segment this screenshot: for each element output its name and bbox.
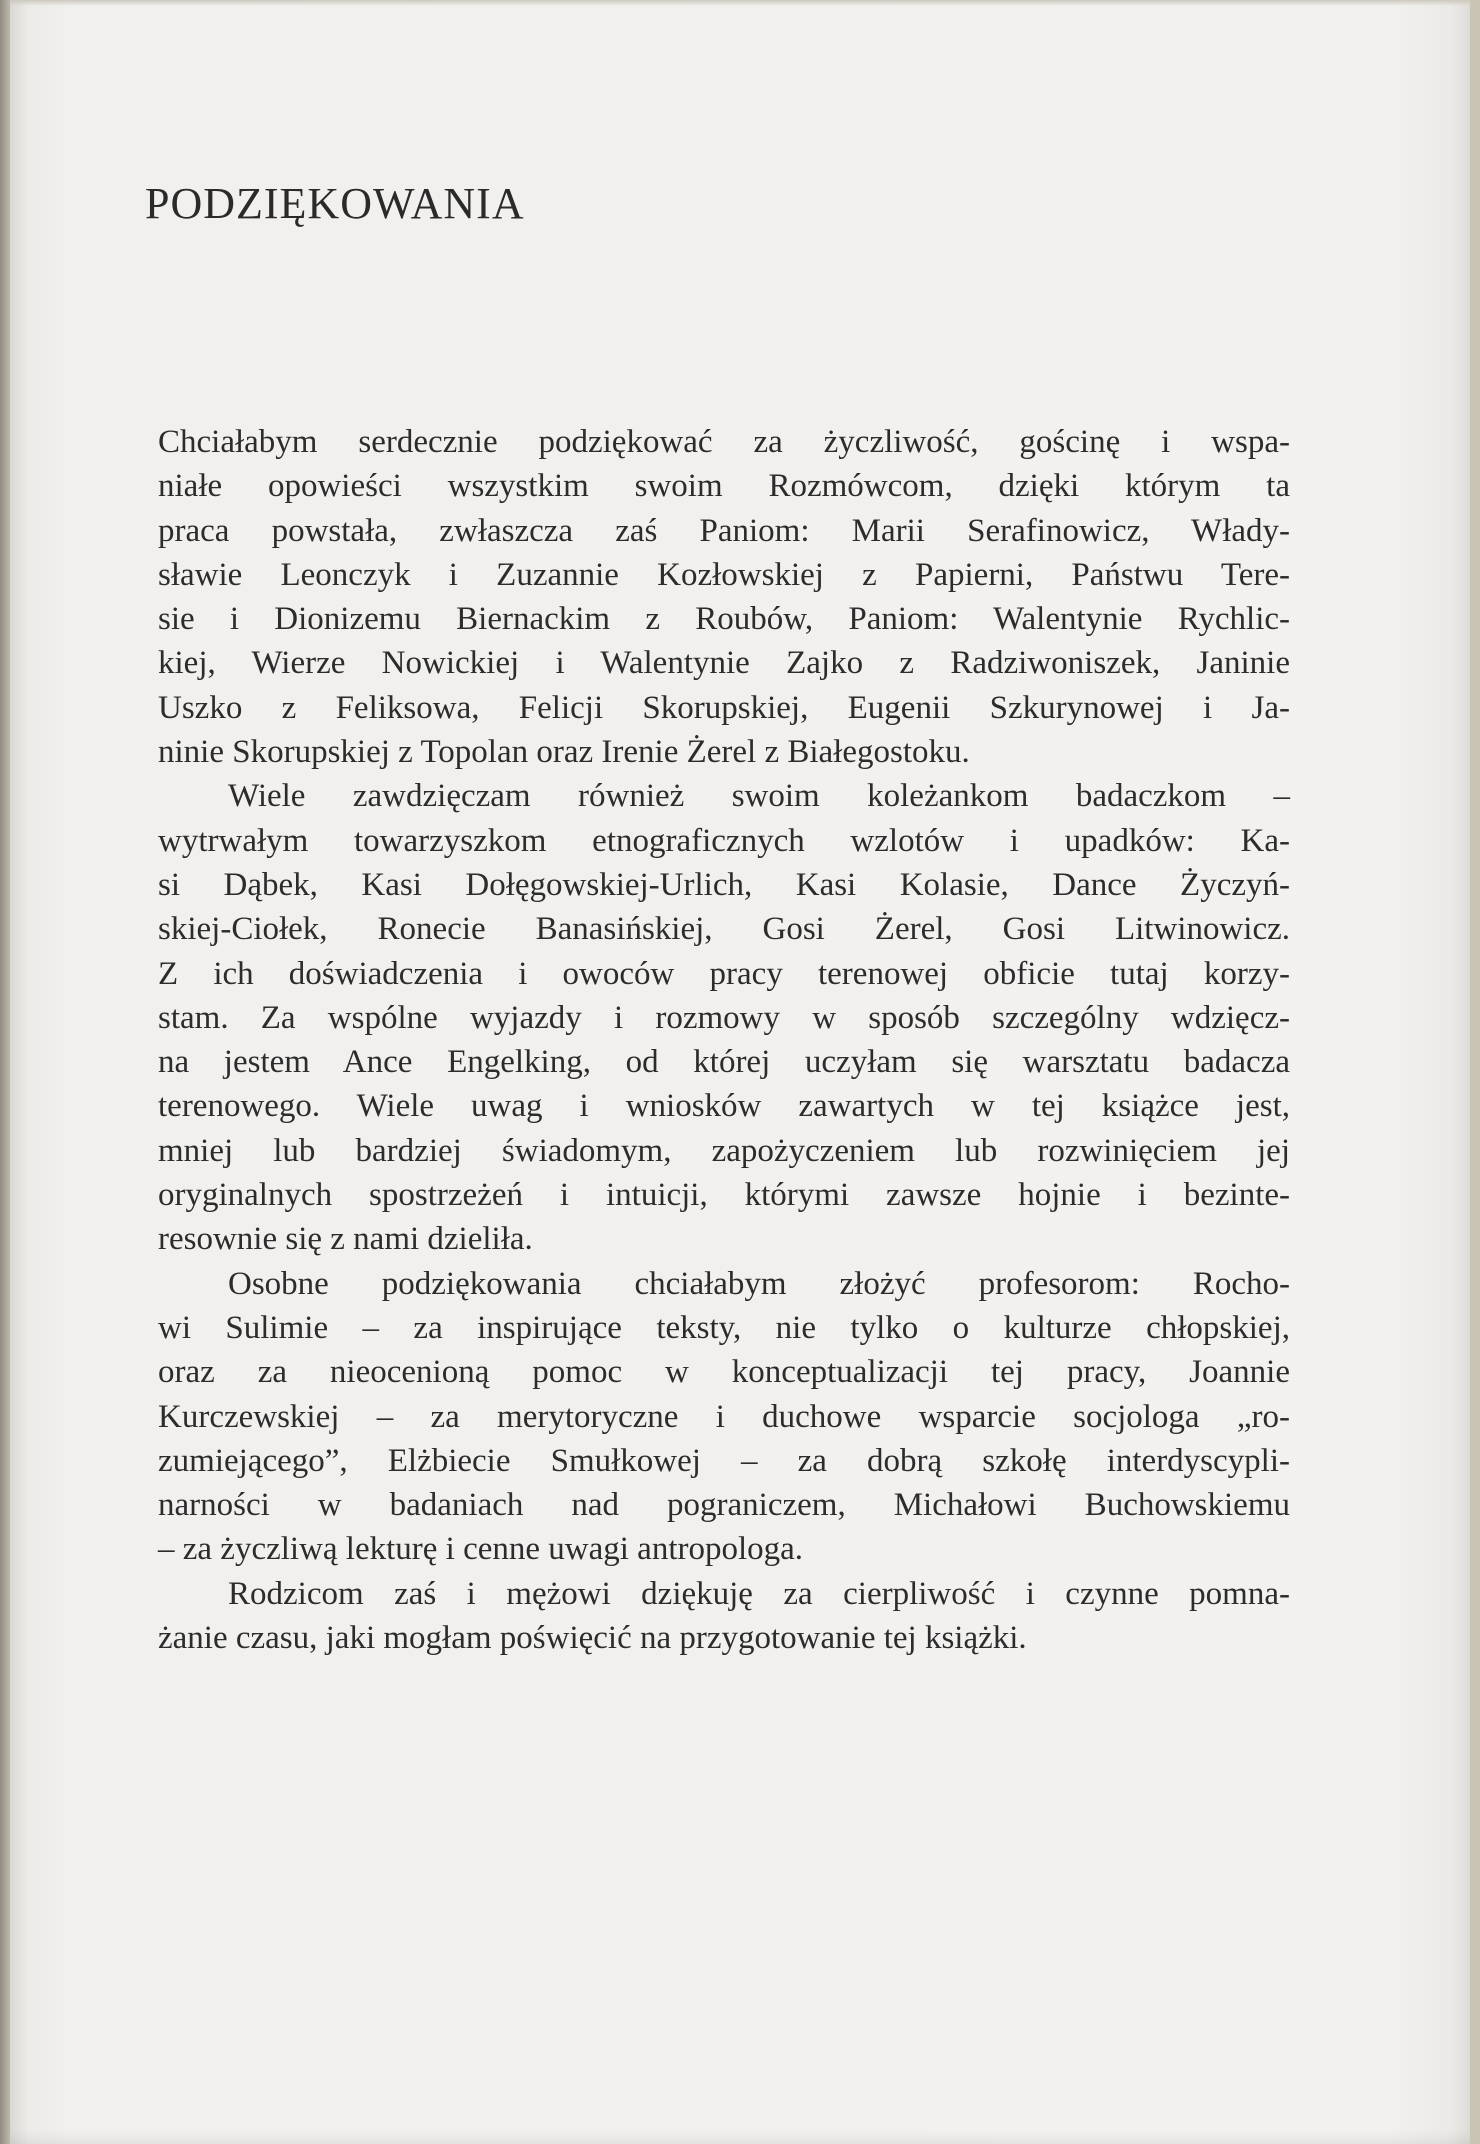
text-line: Wiele zawdzięczam również swoim koleżankom badaczkom –: [228, 778, 1290, 815]
text-line: mniej lub bardziej świadomym, zapożyczeniem lub rozwinięciem jej: [158, 1132, 1290, 1169]
text-line: sie i Dionizemu Biernackim z Roubów, Paniom: Walentynie Rychlic-: [158, 601, 1290, 638]
page-top-edge: [10, 0, 1470, 6]
text-line: Osobne podziękowania chciałabym złożyć profesorom: Rocho-: [228, 1265, 1290, 1302]
text-line: żanie czasu, jaki mogłam poświęcić na przygotowanie tej książki.: [158, 1620, 1027, 1657]
paragraph: [158, 1262, 1290, 1572]
text-line: sławie Leonczyk i Zuzannie Kozłowskiej z Papierni, Państwu Tere-: [158, 556, 1290, 593]
text-line: niałe opowieści wszystkim swoim Rozmówcom, dzięki którym ta: [158, 468, 1290, 505]
text-line: narności w badaniach nad pograniczem, Michałowi Buchowskiemu: [158, 1487, 1290, 1524]
text-line: na jestem Ance Engelking, od której uczyłam się warsztatu badacza: [158, 1044, 1290, 1081]
paragraph: [158, 774, 1290, 1261]
text-line: Rodzicom zaś i mężowi dziękuję za cierpliwość i czynne pomna-: [228, 1575, 1290, 1612]
acknowledgements-text: [158, 420, 1290, 1660]
text-line: ninie Skorupskiej z Topolan oraz Irenie Żerel z Białegostoku.: [158, 734, 970, 771]
text-line: terenowego. Wiele uwag i wniosków zawartych w tej książce jest,: [158, 1088, 1290, 1125]
text-line: wi Sulimie – za inspirujące teksty, nie tylko o kulturze chłopskiej,: [158, 1309, 1290, 1346]
book-spine-shadow: [0, 0, 10, 2144]
text-line: – za życzliwą lekturę i cenne uwagi antropologa.: [158, 1531, 804, 1568]
paragraph: [158, 1572, 1290, 1661]
text-line: kiej, Wierze Nowickiej i Walentynie Zajko z Radziwoniszek, Janinie: [158, 645, 1290, 682]
text-line: oraz za nieocenioną pomoc w konceptualizacji tej pracy, Joannie: [158, 1354, 1290, 1391]
text-line: stam. Za wspólne wyjazdy i rozmowy w sposób szczególny wdzięcz-: [158, 999, 1290, 1036]
paragraph: [158, 420, 1290, 774]
text-line: skiej-Ciołek, Ronecie Banasińskiej, Gosi Żerel, Gosi Litwinowicz.: [158, 911, 1290, 948]
text-line: zumiejącego”, Elżbiecie Smułkowej – za dobrą szkołę interdyscypli-: [158, 1442, 1290, 1479]
text-line: Kurczewskiej – za merytoryczne i duchowe wsparcie socjologa „ro-: [158, 1398, 1290, 1435]
text-line: Z ich doświadczenia i owoców pracy terenowej obficie tutaj korzy-: [158, 955, 1290, 992]
text-line: si Dąbek, Kasi Dołęgowskiej-Urlich, Kasi Kolasie, Dance Życzyń-: [158, 866, 1290, 903]
text-line: resownie się z nami dzieliła.: [158, 1221, 533, 1258]
text-line: wytrwałym towarzyszkom etnograficznych wzlotów i upadków: Ka-: [158, 822, 1290, 859]
text-line: Uszko z Feliksowa, Felicji Skorupskiej, Eugenii Szkurynowej i Ja-: [158, 689, 1290, 726]
text-line: praca powstała, zwłaszcza zaś Paniom: Marii Serafinowicz, Włady-: [158, 512, 1290, 549]
page-title: PODZIĘKOWANIA: [145, 179, 525, 228]
text-line: oryginalnych spostrzeżeń i intuicji, którymi zawsze hojnie i bezinte-: [158, 1177, 1290, 1214]
text-line: Chciałabym serdecznie podziękować za życzliwość, gościnę i wspa-: [158, 424, 1290, 460]
